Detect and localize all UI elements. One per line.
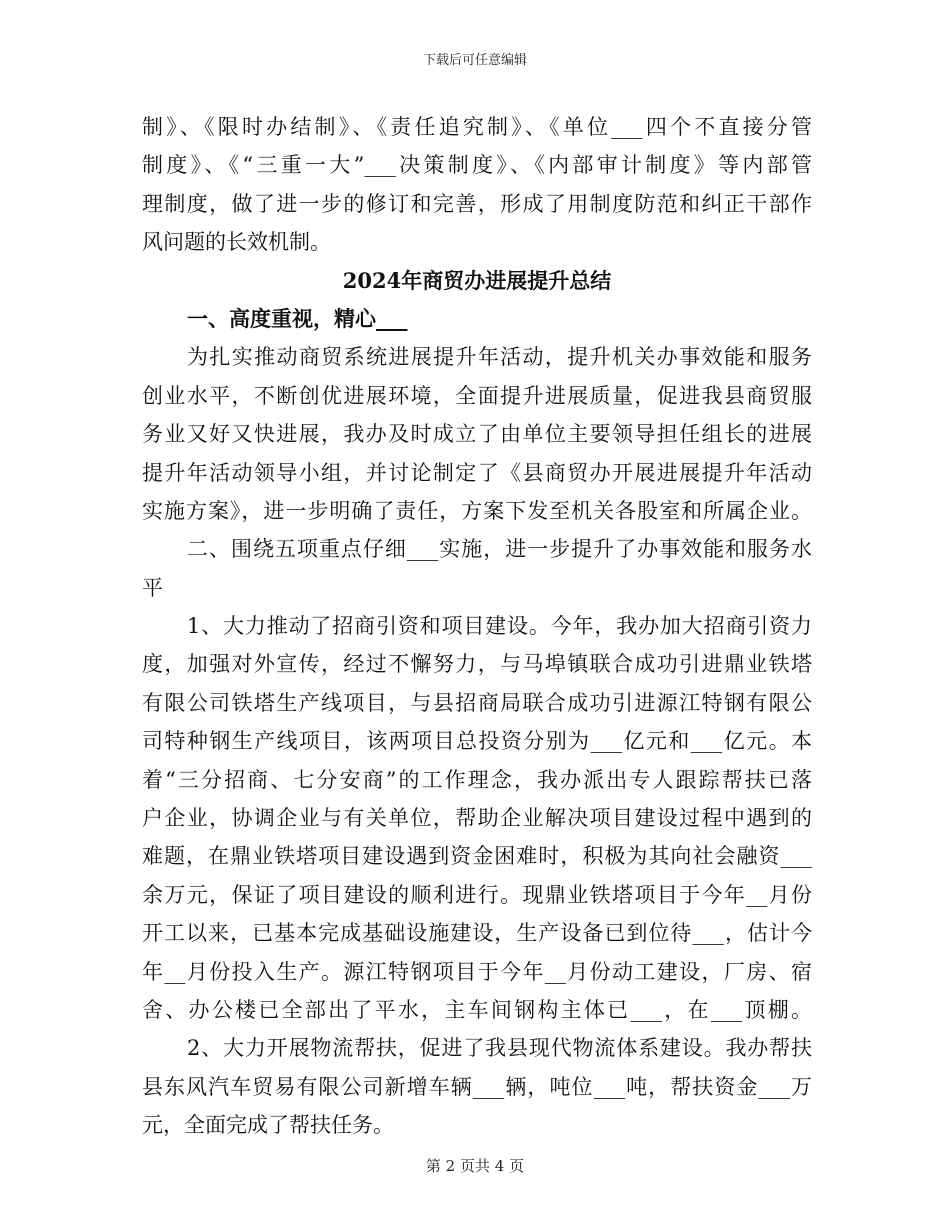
text-line: 年__月份投入生产。源江特钢项目于今年__月份动工建设，厂房、宿 [142,959,812,984]
text-line: 务业又好又快进展，我办及时成立了由单位主要领导担任组长的进展 [142,422,812,447]
text-line: 实施方案》，进一步明确了责任，方案下发至机关各股室和所属企业。 [142,498,812,523]
text-line: 创业水平，不断创优进展环境，全面提升进展质量，促进我县商贸服 [142,383,812,408]
text-line: 风问题的长效机制。 [142,230,331,255]
document-title: 2024年商贸办进展提升总结 [342,267,612,293]
section-heading: 一、高度重视，精心___ [187,305,408,331]
text-line: 元，全面完成了帮扶任务。 [142,1113,394,1138]
document-body [142,108,812,1145]
text-line: 制》、《限时办结制》、《责任追究制》、《单位___四个不直接分管 [142,115,812,139]
section-heading: 二、围绕五项重点仔细___实施，进一步提升了办事效能和服务水 [187,537,812,562]
text-line: 平 [142,575,163,600]
text-line: 司特种钢生产线项目，该两项目总投资分别为___亿元和___亿元。本 [142,729,812,754]
text-line: 有限公司铁塔生产线项目，与县招商局联合成功引进源江特钢有限公 [142,690,812,715]
text-line: 理制度，做了进一步的修订和完善，形成了用制度防范和纠正干部作 [142,191,812,216]
text-line: 县东风汽车贸易有限公司新增车辆___辆，吨位___吨，帮扶资金___万 [142,1074,812,1099]
text-line: 2、大力开展物流帮扶，促进了我县现代物流体系建设。我办帮扶 [187,1036,812,1061]
text-line: 着“三分招商、七分安商”的工作理念，我办派出专人跟踪帮扶已落 [142,767,812,792]
text-line: 提升年活动领导小组，并讨论制定了《县商贸办开展进展提升年活动 [142,460,812,485]
page-number: 第 2 页共 4 页 [425,1157,525,1175]
text-line: 舍、办公楼已全部出了平水，主车间钢构主体已___，在___顶棚。 [142,997,812,1022]
text-line: 开工以来，已基本完成基础设施建设，生产设备已到位待___，估计今 [142,921,812,946]
text-line: 难题，在鼎业铁塔项目建设遇到资金困难时，积极为其向社会融资___ [142,844,812,869]
text-line: 余万元，保证了项目建设的顺利进行。现鼎业铁塔项目于今年__月份 [142,882,812,907]
text-line: 1、大力推动了招商引资和项目建设。今年，我办加大招商引资力 [187,614,812,639]
text-line: 户企业，协调企业与有关单位，帮助企业解决项目建设过程中遇到的 [142,806,812,831]
page-header-note: 下载后可任意编辑 [422,53,527,68]
text-line: 制度》、《“三重一大”___决策制度》、《内部审计制度》等内部管 [142,153,812,178]
text-line: 度，加强对外宣传，经过不懈努力，与马埠镇联合成功引进鼎业铁塔 [142,652,812,677]
text-line: 为扎实推动商贸系统进展提升年活动，提升机关办事效能和服务 [187,345,812,370]
